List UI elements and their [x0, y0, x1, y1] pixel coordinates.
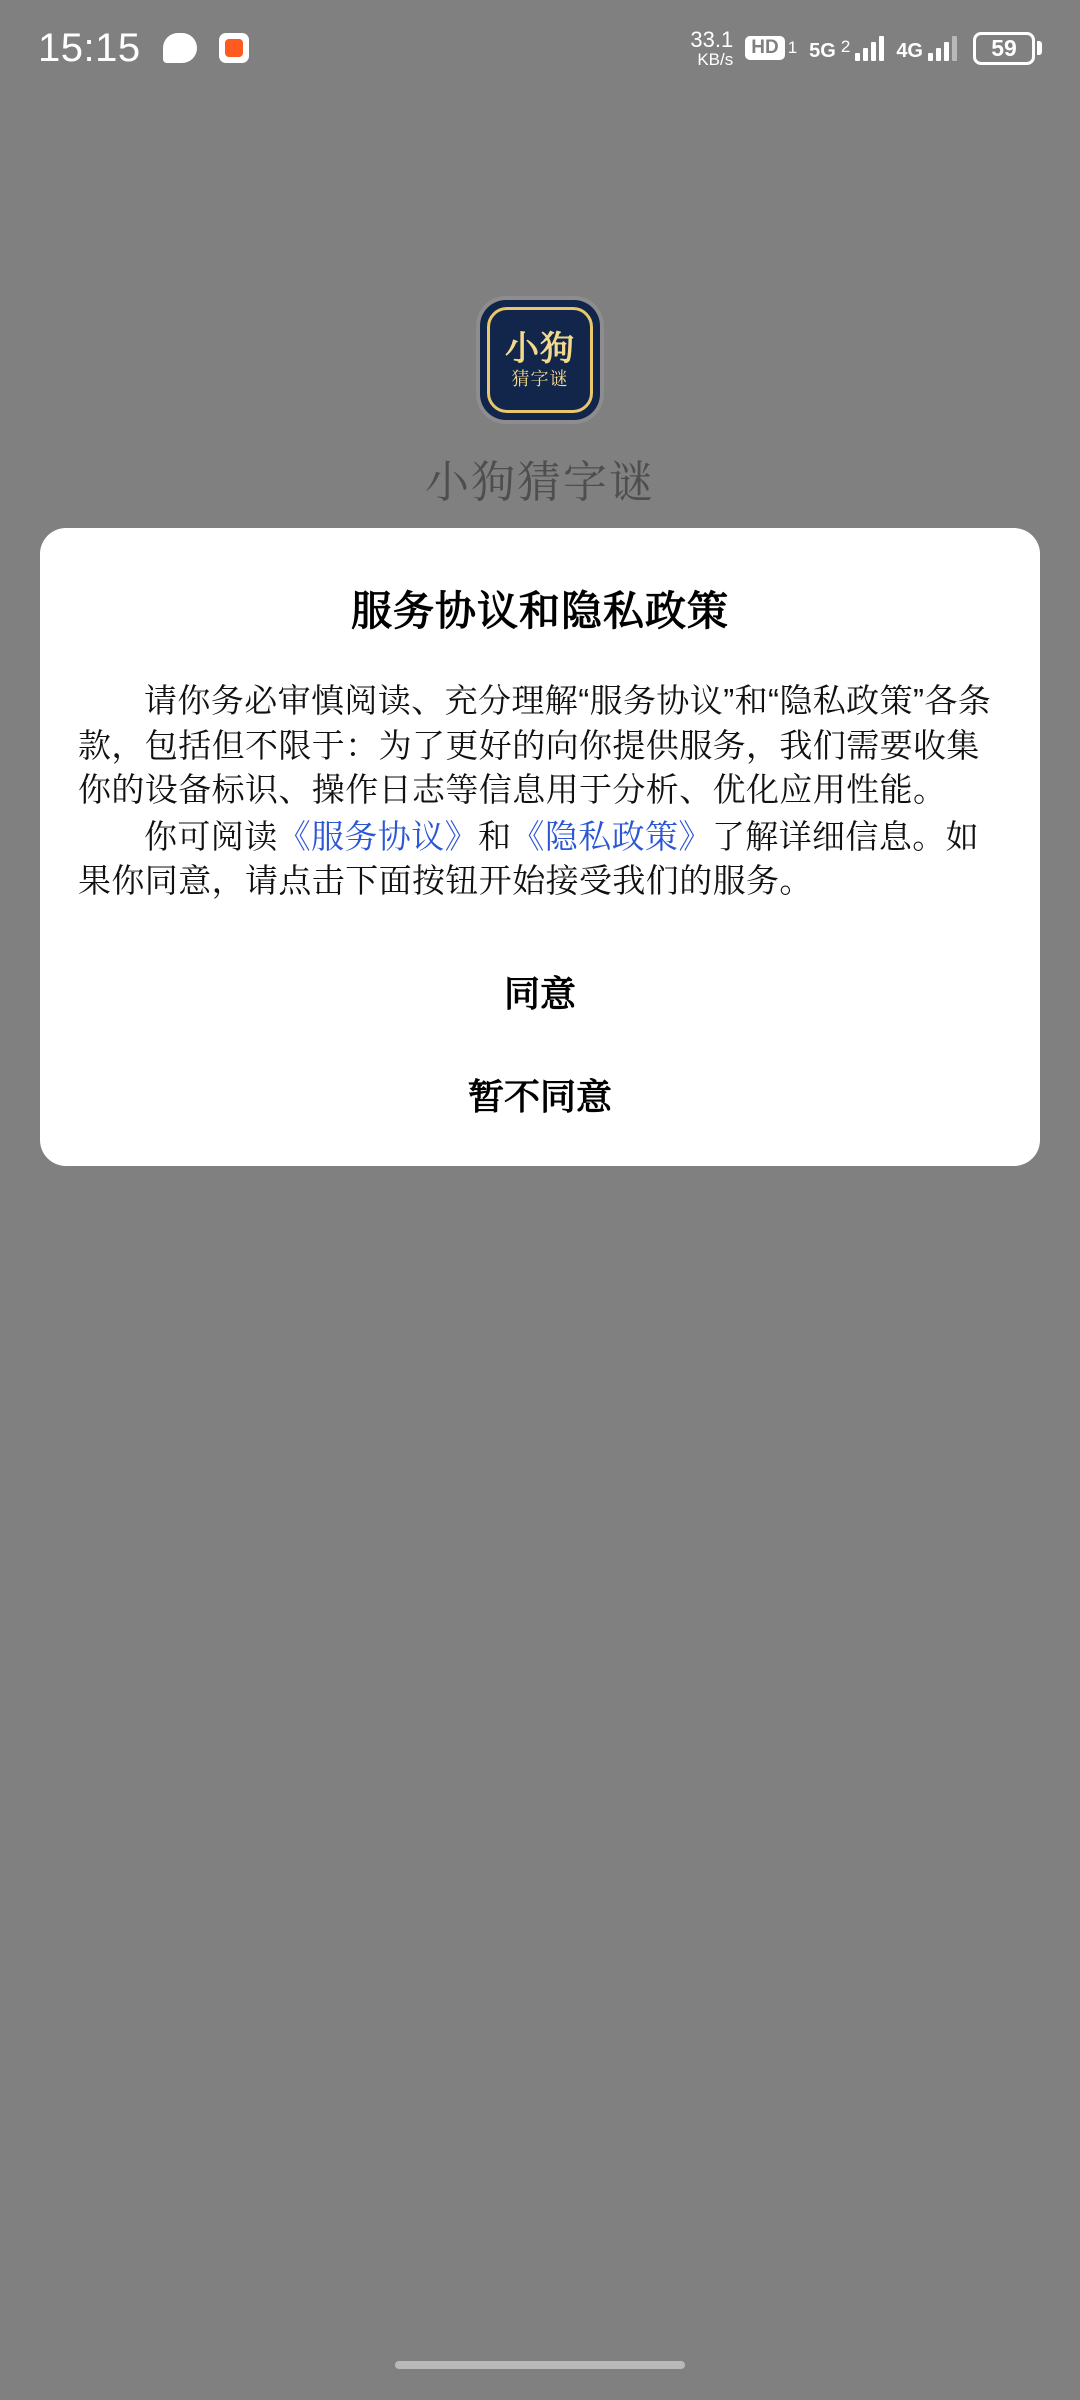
paragraph2-suffix: 了解详细信息。如果你同意，请点击下面按钮开始接受我们的服务。 — [78, 817, 980, 900]
logo-top-text: 小狗 — [505, 330, 575, 368]
signal-sim1-icon — [809, 35, 884, 61]
status-bar-right — [690, 28, 1042, 69]
status-bar-left — [38, 26, 249, 71]
signal-sim2-icon — [896, 35, 957, 61]
service-agreement-link[interactable]: 《服务协议》 — [277, 817, 479, 855]
signal-bars-sim1 — [855, 35, 884, 61]
status-bar — [0, 0, 1080, 96]
hd-sim-index: 1 — [787, 38, 798, 57]
signal-bars-sim2 — [928, 35, 957, 61]
chat-bubble-icon — [163, 33, 197, 63]
status-clock: 15:15 — [38, 25, 141, 70]
system-navigation-bar — [0, 2330, 1080, 2400]
sim1-index: 2 — [840, 37, 851, 56]
hd-volte-icon — [745, 36, 797, 60]
hd-label: HD — [745, 36, 784, 60]
dialog-actions — [78, 966, 1002, 1120]
dialog-body — [78, 679, 1002, 904]
app-logo-icon — [480, 300, 600, 420]
paragraph2-middle: 和 — [478, 817, 512, 855]
paragraph2-prefix: 你可阅读 — [144, 817, 278, 855]
home-indicator[interactable] — [395, 2361, 685, 2369]
dialog-title: 服务协议和隐私政策 — [351, 588, 729, 634]
app-square-icon — [219, 33, 249, 63]
battery-cap — [1037, 41, 1042, 55]
network-speed-indicator — [690, 28, 733, 69]
app-splash — [0, 300, 1080, 510]
sim2-network-type — [896, 41, 923, 61]
agree-button[interactable]: 同意 — [504, 966, 576, 1017]
sim2-network-label: 4G — [896, 40, 923, 62]
network-speed-unit: KB/s — [697, 49, 734, 69]
network-speed-value: 33.1 — [690, 26, 734, 52]
battery-icon — [973, 32, 1042, 65]
decline-button[interactable]: 暂不同意 — [468, 1069, 612, 1120]
privacy-consent-dialog — [40, 528, 1040, 1166]
battery-percent: 59 — [973, 32, 1035, 65]
logo-bottom-text: 猜字谜 — [511, 369, 569, 389]
privacy-policy-link[interactable]: 《隐私政策》 — [511, 817, 712, 855]
dialog-paragraph-1: 请你务必审慎阅读、充分理解“服务协议”和“隐私政策”各条款，包括但不限于：为了更好的向你提供服务，我们需要收集你的设备标识、操作日志等信息用于分析、优化应用性能。 — [78, 682, 992, 809]
app-name-label: 小狗猜字谜 — [425, 458, 655, 507]
sim1-network-type — [809, 41, 836, 61]
sim1-network-label: 5G — [809, 40, 836, 62]
dialog-paragraph-2 — [78, 815, 1002, 904]
